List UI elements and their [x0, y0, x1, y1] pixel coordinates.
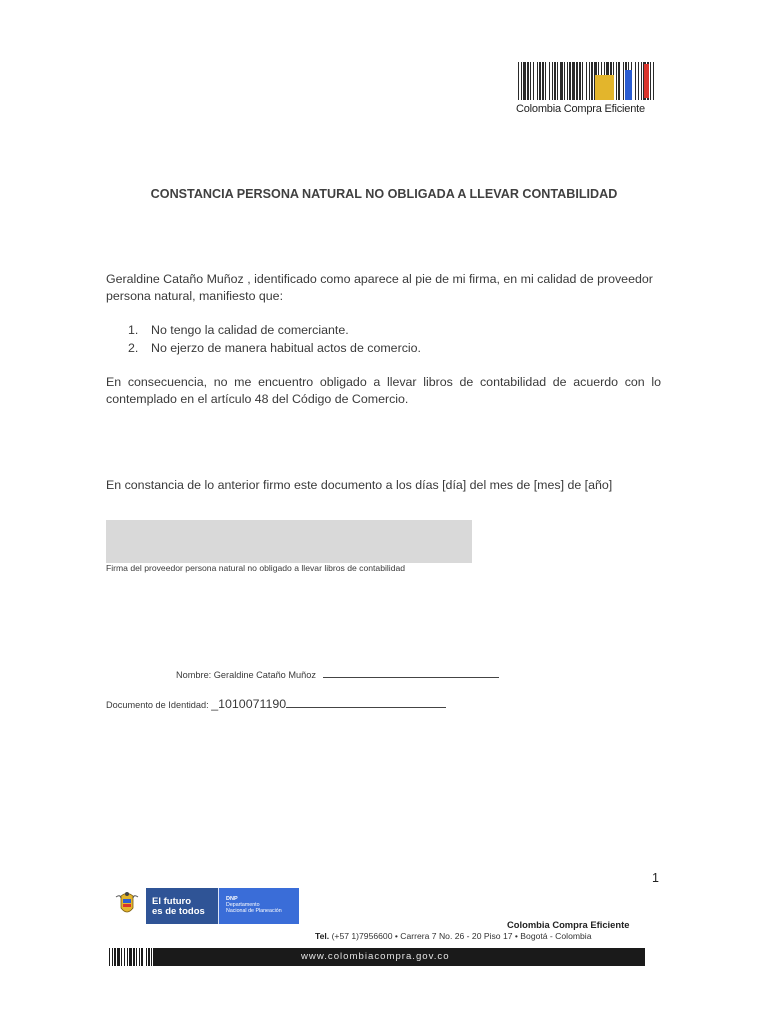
name-underline	[323, 669, 499, 678]
document-title: CONSTANCIA PERSONA NATURAL NO OBLIGADA A LLEVAR CONTABILIDAD	[150, 187, 618, 201]
id-underline	[286, 699, 446, 708]
id-line	[106, 697, 446, 711]
footer-org-name: Colombia Compra Eficiente	[507, 919, 630, 930]
page-number: 1	[652, 871, 659, 885]
name-label: Nombre: Geraldine Cataño Muñoz	[176, 670, 316, 680]
contact-details: (+57 1)7956600 • Carrera 7 No. 26 - 20 Piso 17 • Bogotá - Colombia	[331, 931, 592, 941]
footer-barcode-icon	[109, 948, 153, 966]
consequence-paragraph: En consecuencia, no me encuentro obligado a llevar libros de contabilidad de acuerdo con lo contemplado en el artículo 48 del Código de Comercio.	[106, 375, 661, 406]
dnp-line1: Departamento	[226, 902, 260, 908]
intro-paragraph: Geraldine Cataño Muñoz , identificado como aparece al pie de mi firma, en mi calidad de proveedor persona natural, manifiesto que:	[106, 272, 653, 303]
footer-url[interactable]: www.colombiacompra.gov.co	[301, 951, 450, 962]
closing-paragraph: En constancia de lo anterior firmo este documento a los días [día] del mes de [mes] de [año]	[106, 478, 613, 492]
list-item	[128, 339, 421, 357]
coat-of-arms-icon	[108, 888, 146, 924]
name-line	[176, 669, 499, 680]
government-logo	[108, 888, 299, 924]
colombia-compra-logo	[516, 60, 656, 118]
list-item-number: 2.	[128, 341, 139, 355]
signature-field[interactable]	[106, 520, 472, 563]
futuro-badge	[146, 888, 218, 924]
list-item-text: No ejerzo de manera habitual actos de comercio.	[151, 341, 421, 355]
dnp-title: DNP	[226, 896, 238, 902]
logo-caption: Colombia Compra Eficiente	[516, 103, 645, 115]
declaration-list	[128, 321, 421, 357]
dnp-badge	[218, 888, 299, 924]
dnp-line2: Nacional de Planeación	[226, 908, 282, 914]
futuro-line2: es de todos	[152, 906, 205, 917]
id-value: _1010071190	[211, 697, 287, 711]
id-label: Documento de Identidad:	[106, 700, 209, 710]
footer-band	[153, 948, 645, 966]
tel-label: Tel.	[315, 931, 330, 941]
signature-caption: Firma del proveedor persona natural no obligado a llevar libros de contabilidad	[106, 563, 406, 573]
list-item-number: 1.	[128, 323, 139, 337]
footer-contact	[315, 931, 591, 941]
list-item-text: No tengo la calidad de comerciante.	[151, 323, 349, 337]
barcode-logo-icon	[518, 62, 654, 102]
list-item	[128, 321, 421, 339]
futuro-line1: El futuro	[152, 896, 192, 907]
